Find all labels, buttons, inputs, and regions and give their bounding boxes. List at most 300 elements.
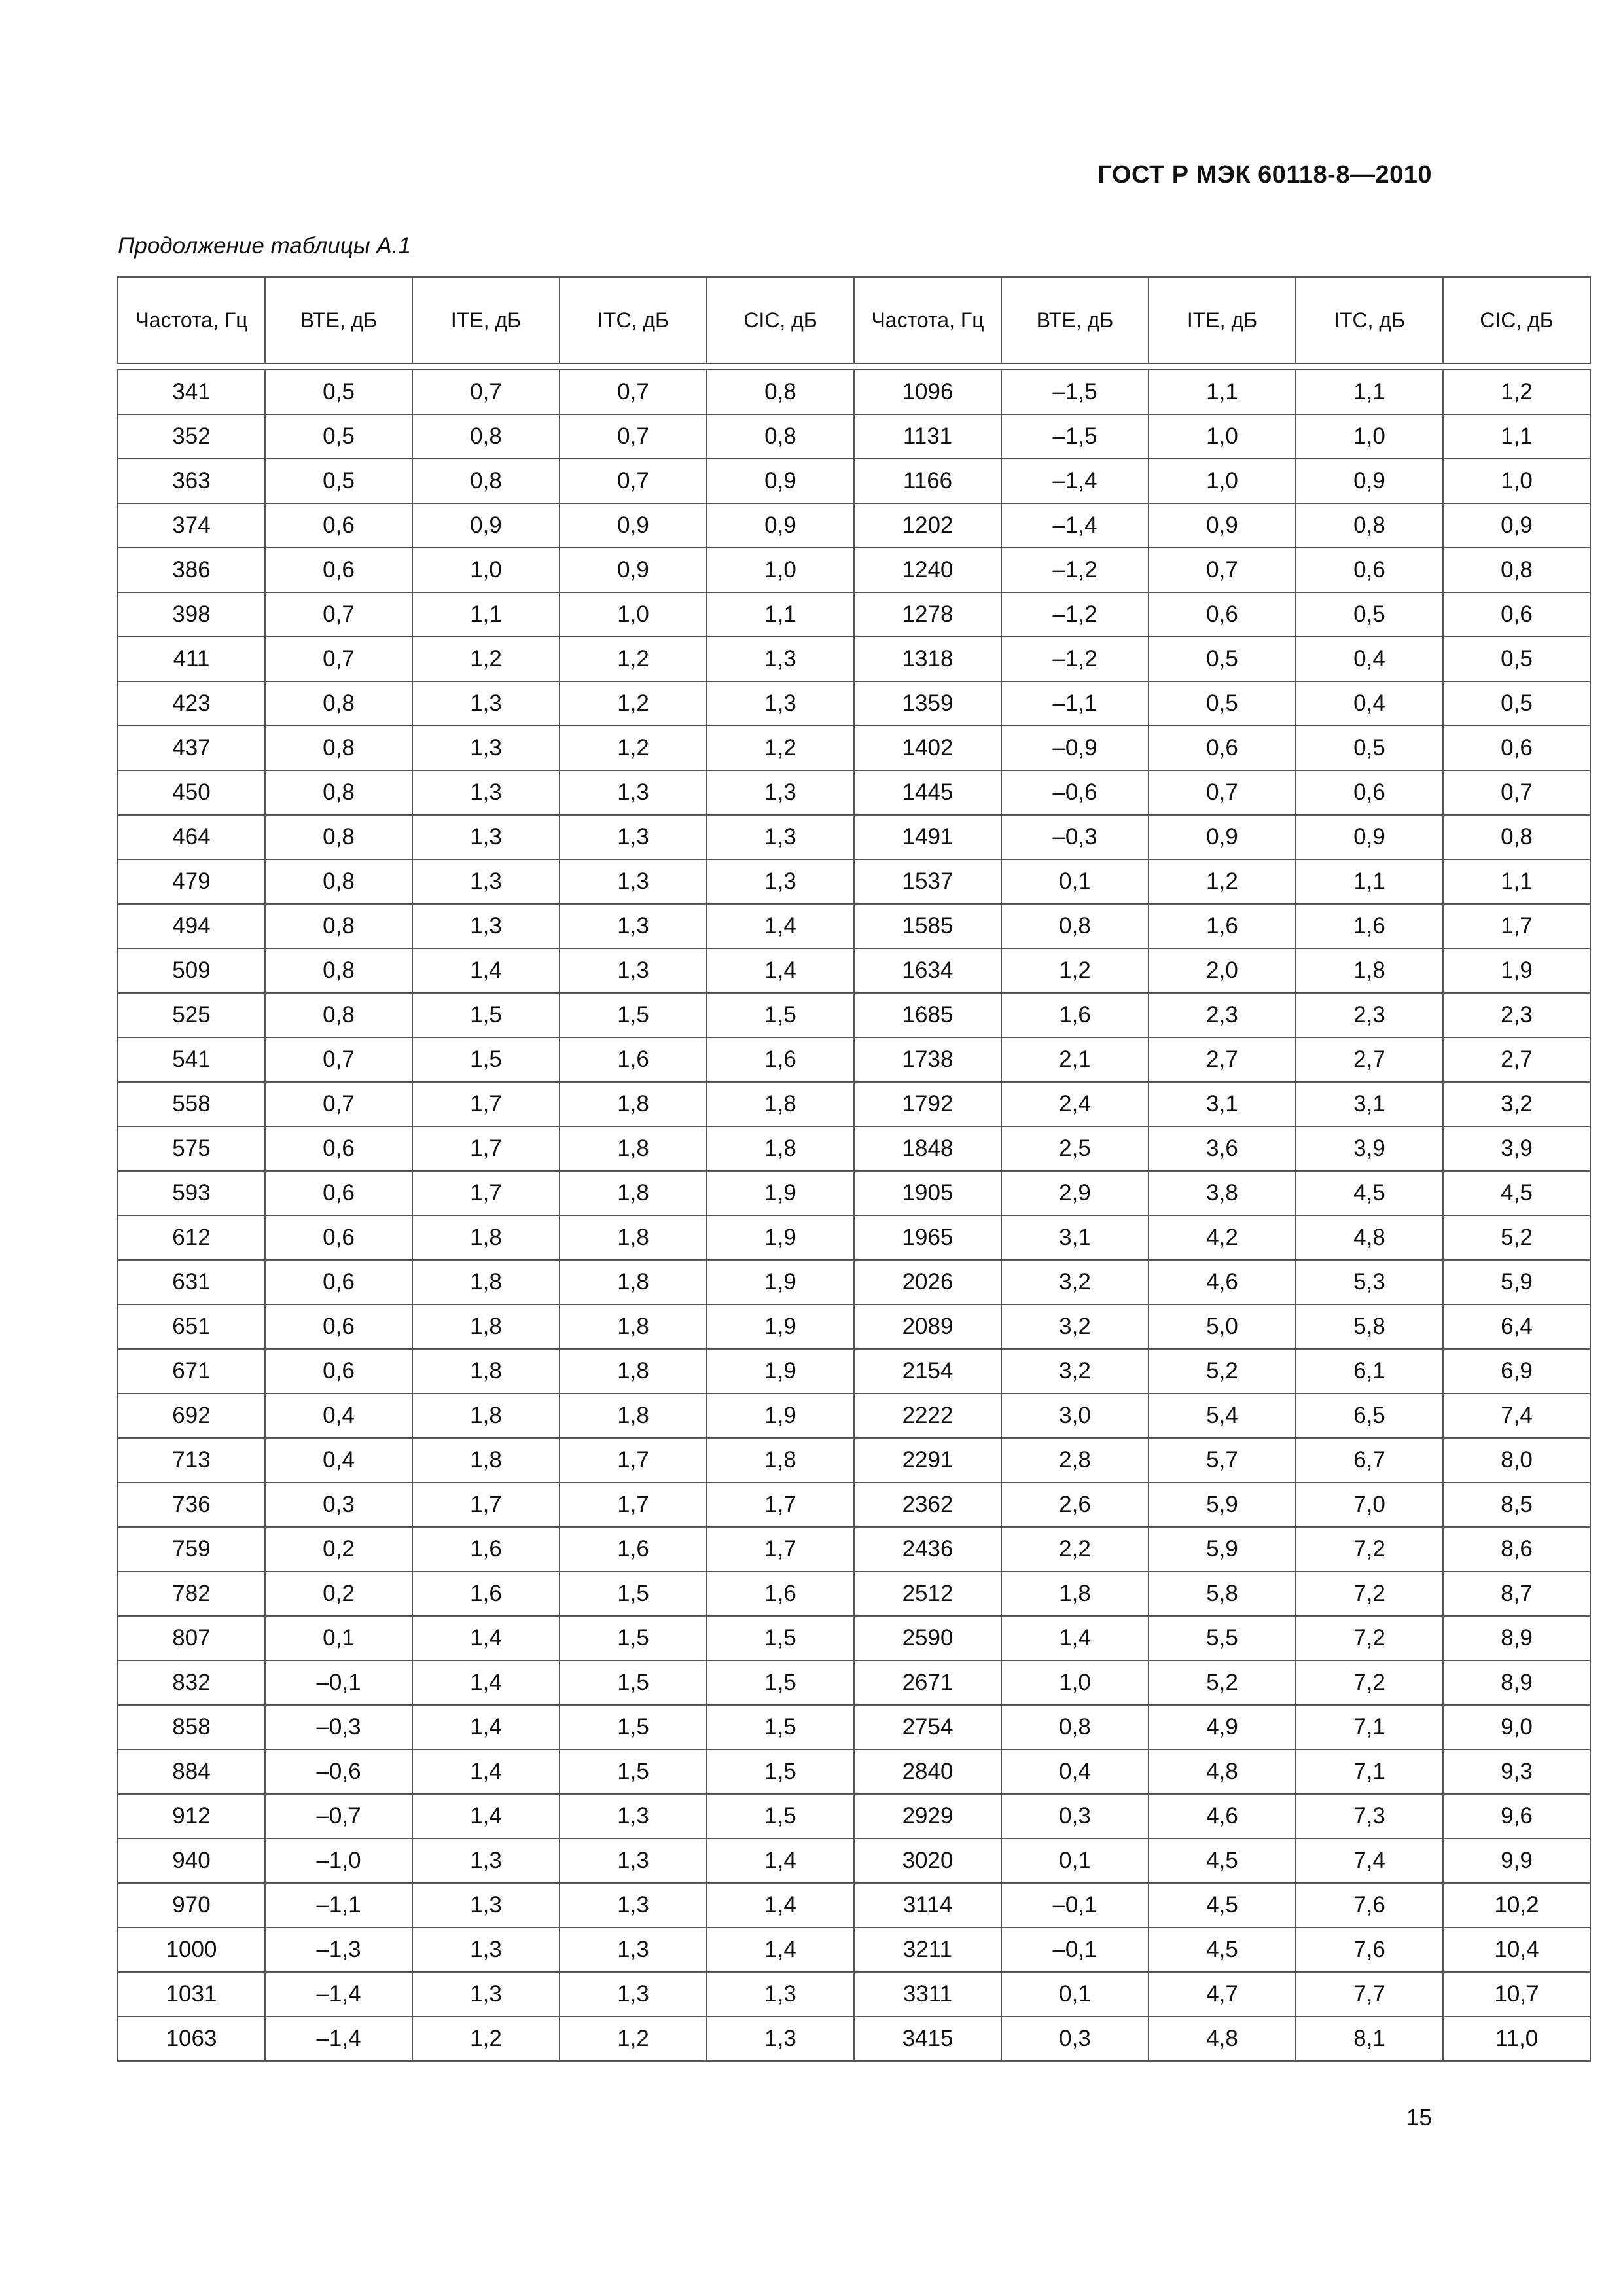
table-cell: 807 — [118, 1616, 265, 1660]
table-cell: 2436 — [854, 1527, 1001, 1571]
table-cell: 0,8 — [1443, 815, 1590, 859]
table-cell: 1,4 — [707, 1928, 854, 1972]
table-cell: 5,7 — [1149, 1438, 1296, 1482]
table-cell: 1166 — [854, 459, 1001, 503]
table-cell: 10,2 — [1443, 1883, 1590, 1928]
table-row — [118, 770, 1590, 815]
table-row — [118, 1616, 1590, 1660]
table-cell: 1,4 — [707, 1883, 854, 1928]
table-cell: –1,4 — [265, 2017, 412, 2061]
table-cell: 0,1 — [1001, 1972, 1149, 2017]
table-row — [118, 548, 1590, 592]
table-cell: 6,4 — [1443, 1304, 1590, 1349]
table-cell: 1,7 — [560, 1438, 707, 1482]
table-cell: 1,9 — [707, 1393, 854, 1438]
column-header: Частота, Гц — [118, 277, 265, 363]
table-cell: 713 — [118, 1438, 265, 1482]
table-cell: 1,3 — [707, 681, 854, 726]
table-cell: 0,1 — [1001, 1839, 1149, 1883]
table-cell: 2,7 — [1149, 1037, 1296, 1082]
table-cell: 0,8 — [707, 370, 854, 414]
table-cell: 0,7 — [1443, 770, 1590, 815]
table-cell: 4,8 — [1296, 1215, 1443, 1260]
table-cell: 575 — [118, 1126, 265, 1171]
table-cell: 1,4 — [707, 948, 854, 993]
table-cell: 1,3 — [560, 1928, 707, 1972]
table-cell: 1,7 — [1443, 904, 1590, 948]
table-cell: 0,3 — [265, 1482, 412, 1527]
table-cell: 0,5 — [1443, 681, 1590, 726]
table-cell: 352 — [118, 414, 265, 459]
table-cell: 0,8 — [1001, 904, 1149, 948]
table-cell: –1,2 — [1001, 548, 1149, 592]
table-row — [118, 815, 1590, 859]
header-spacer-cell — [560, 363, 707, 370]
table-cell: 0,6 — [1149, 592, 1296, 637]
table-cell: 3,2 — [1001, 1349, 1149, 1393]
table-cell: 1,6 — [560, 1527, 707, 1571]
table-cell: 2,3 — [1149, 993, 1296, 1037]
table-cell: 1,3 — [560, 1794, 707, 1839]
table-cell: 509 — [118, 948, 265, 993]
table-cell: 0,3 — [1001, 2017, 1149, 2061]
table-cell: –1,1 — [1001, 681, 1149, 726]
table-cell: 736 — [118, 1482, 265, 1527]
table-cell: 5,2 — [1149, 1349, 1296, 1393]
table-cell: 5,2 — [1149, 1660, 1296, 1705]
table-cell: 0,6 — [1296, 770, 1443, 815]
table-cell: 3020 — [854, 1839, 1001, 1883]
table-cell: 5,9 — [1149, 1482, 1296, 1527]
table-row — [118, 1527, 1590, 1571]
table-cell: 1685 — [854, 993, 1001, 1037]
table-cell: 0,6 — [1149, 726, 1296, 770]
table-row — [118, 1883, 1590, 1928]
table-cell: 0,9 — [1149, 503, 1296, 548]
table-cell: 7,4 — [1443, 1393, 1590, 1438]
table-cell: 1792 — [854, 1082, 1001, 1126]
table-cell: 0,5 — [1149, 637, 1296, 681]
table-cell: 1,8 — [412, 1304, 560, 1349]
table-cell: 1,9 — [707, 1215, 854, 1260]
table-cell: 1,3 — [412, 815, 560, 859]
table-row — [118, 904, 1590, 948]
table-cell: 1,2 — [560, 681, 707, 726]
table-cell: 1278 — [854, 592, 1001, 637]
table-cell: 1,6 — [412, 1571, 560, 1616]
table-cell: 7,2 — [1296, 1571, 1443, 1616]
table-cell: 386 — [118, 548, 265, 592]
table-cell: 4,8 — [1149, 1749, 1296, 1794]
table-cell: 4,7 — [1149, 1972, 1296, 2017]
table-cell: 0,1 — [1001, 859, 1149, 904]
table-cell: 1,5 — [560, 1616, 707, 1660]
header-spacer-cell — [265, 363, 412, 370]
table-cell: 5,8 — [1149, 1571, 1296, 1616]
table-cell: –0,1 — [1001, 1928, 1149, 1972]
table-cell: 1,5 — [707, 1705, 854, 1749]
column-header: ВТЕ, дБ — [1001, 277, 1149, 363]
table-cell: 7,7 — [1296, 1972, 1443, 2017]
header-spacer — [118, 363, 1590, 370]
table-cell: 2,7 — [1296, 1037, 1443, 1082]
table-cell: 1,8 — [412, 1438, 560, 1482]
table-cell: 1,7 — [707, 1527, 854, 1571]
table-cell: 0,7 — [265, 1037, 412, 1082]
table-cell: 1202 — [854, 503, 1001, 548]
table-cell: 0,6 — [265, 1126, 412, 1171]
table-cell: 1,4 — [412, 1705, 560, 1749]
table-cell: 1,9 — [707, 1171, 854, 1215]
table-cell: 1,8 — [707, 1082, 854, 1126]
table-cell: 0,6 — [1443, 592, 1590, 637]
table-cell: 541 — [118, 1037, 265, 1082]
table-cell: 1738 — [854, 1037, 1001, 1082]
table-cell: 759 — [118, 1527, 265, 1571]
table-cell: 1,8 — [560, 1126, 707, 1171]
table-cell: 1,0 — [560, 592, 707, 637]
table-cell: 0,4 — [265, 1438, 412, 1482]
table-cell: 1240 — [854, 548, 1001, 592]
table-cell: 1,8 — [412, 1349, 560, 1393]
table-cell: –1,4 — [265, 1972, 412, 2017]
table-cell: 1,3 — [412, 1928, 560, 1972]
table-cell: 5,4 — [1149, 1393, 1296, 1438]
table-cell: 3,9 — [1296, 1126, 1443, 1171]
table-row — [118, 1393, 1590, 1438]
table-cell: 1,5 — [412, 1037, 560, 1082]
table-cell: 1585 — [854, 904, 1001, 948]
table-cell: 2362 — [854, 1482, 1001, 1527]
header-spacer-cell — [707, 363, 854, 370]
table-cell: 494 — [118, 904, 265, 948]
table-cell: 11,0 — [1443, 2017, 1590, 2061]
table-cell: 1634 — [854, 948, 1001, 993]
table-cell: 0,4 — [265, 1393, 412, 1438]
table-cell: 0,6 — [265, 1304, 412, 1349]
column-header: CIC, дБ — [1443, 277, 1590, 363]
table-row — [118, 1126, 1590, 1171]
table-cell: 0,8 — [265, 904, 412, 948]
table-cell: 1131 — [854, 414, 1001, 459]
table-cell: 1,8 — [560, 1393, 707, 1438]
table-cell: 7,2 — [1296, 1616, 1443, 1660]
table-cell: 0,8 — [265, 859, 412, 904]
table-row — [118, 637, 1590, 681]
table-header — [118, 277, 1590, 370]
table-cell: 1,3 — [560, 948, 707, 993]
table-row — [118, 1082, 1590, 1126]
table-cell: 1,3 — [707, 2017, 854, 2061]
table-cell: 3211 — [854, 1928, 1001, 1972]
table-cell: 1,0 — [707, 548, 854, 592]
table-cell: 0,4 — [1296, 637, 1443, 681]
table-cell: 1,8 — [560, 1215, 707, 1260]
table-row — [118, 1794, 1590, 1839]
table-cell: 2,6 — [1001, 1482, 1149, 1527]
table-cell: 525 — [118, 993, 265, 1037]
table-cell: 1,4 — [412, 1660, 560, 1705]
table-cell: 3,6 — [1149, 1126, 1296, 1171]
table-cell: 3311 — [854, 1972, 1001, 2017]
table-cell: 1,3 — [412, 770, 560, 815]
table-cell: 7,0 — [1296, 1482, 1443, 1527]
table-cell: 1445 — [854, 770, 1001, 815]
table-cell: 0,9 — [412, 503, 560, 548]
table-cell: –1,2 — [1001, 592, 1149, 637]
table-cell: 374 — [118, 503, 265, 548]
table-cell: 398 — [118, 592, 265, 637]
table-cell: 0,8 — [265, 993, 412, 1037]
table-cell: 2,0 — [1149, 948, 1296, 993]
table-row — [118, 1749, 1590, 1794]
table-cell: 5,5 — [1149, 1616, 1296, 1660]
table-cell: 1,1 — [1443, 414, 1590, 459]
column-header: ITE, дБ — [412, 277, 560, 363]
table-cell: 9,6 — [1443, 1794, 1590, 1839]
table-cell: 1,5 — [560, 993, 707, 1037]
table-cell: 7,2 — [1296, 1527, 1443, 1571]
table-cell: 3,2 — [1443, 1082, 1590, 1126]
table-cell: 5,8 — [1296, 1304, 1443, 1349]
table-cell: 1,7 — [412, 1171, 560, 1215]
table-cell: 1,1 — [707, 592, 854, 637]
table-cell: 1965 — [854, 1215, 1001, 1260]
table-cell: 4,5 — [1149, 1883, 1296, 1928]
table-cell: 7,1 — [1296, 1705, 1443, 1749]
table-cell: 0,9 — [1296, 815, 1443, 859]
table-cell: 0,7 — [560, 414, 707, 459]
table-cell: 1,5 — [707, 1660, 854, 1705]
table-row — [118, 726, 1590, 770]
table-cell: 1,3 — [560, 1839, 707, 1883]
table-cell: 464 — [118, 815, 265, 859]
table-cell: –1,3 — [265, 1928, 412, 1972]
table-cell: 437 — [118, 726, 265, 770]
table-cell: 0,5 — [1149, 681, 1296, 726]
table-cell: 0,7 — [265, 637, 412, 681]
table-cell: 0,7 — [560, 370, 707, 414]
table-row — [118, 1260, 1590, 1304]
table-cell: –0,1 — [265, 1660, 412, 1705]
table-cell: 7,1 — [1296, 1749, 1443, 1794]
table-cell: 0,9 — [1296, 459, 1443, 503]
table-cell: –1,2 — [1001, 637, 1149, 681]
table-row — [118, 592, 1590, 637]
table-cell: 1,2 — [412, 2017, 560, 2061]
header-spacer-cell — [1296, 363, 1443, 370]
table-row — [118, 459, 1590, 503]
table-cell: 2754 — [854, 1705, 1001, 1749]
table-cell: 0,6 — [265, 503, 412, 548]
table-cell: 0,6 — [265, 1215, 412, 1260]
table-cell: 10,7 — [1443, 1972, 1590, 2017]
table-cell: 1,5 — [707, 1794, 854, 1839]
table-row — [118, 2017, 1590, 2061]
table-cell: 3,0 — [1001, 1393, 1149, 1438]
table-cell: 7,2 — [1296, 1660, 1443, 1705]
table-cell: 970 — [118, 1883, 265, 1928]
table-cell: 1,8 — [1001, 1571, 1149, 1616]
table-cell: 2,9 — [1001, 1171, 1149, 1215]
table-cell: 1,2 — [412, 637, 560, 681]
table-row — [118, 1660, 1590, 1705]
table-cell: 6,9 — [1443, 1349, 1590, 1393]
table-cell: 1,3 — [412, 726, 560, 770]
table-cell: 1,8 — [560, 1082, 707, 1126]
table-cell: 9,0 — [1443, 1705, 1590, 1749]
table-cell: 1,4 — [412, 1794, 560, 1839]
table-cell: 1,8 — [707, 1126, 854, 1171]
table-cell: 2,8 — [1001, 1438, 1149, 1482]
column-header: ITC, дБ — [560, 277, 707, 363]
table-cell: 1,3 — [412, 1883, 560, 1928]
table-cell: 1,5 — [560, 1660, 707, 1705]
table-cell: 858 — [118, 1705, 265, 1749]
table-cell: 0,3 — [1001, 1794, 1149, 1839]
table-cell: 3,1 — [1296, 1082, 1443, 1126]
table-cell: 0,5 — [265, 459, 412, 503]
table-row — [118, 1928, 1590, 1972]
table-cell: 0,9 — [560, 548, 707, 592]
table-cell: 1000 — [118, 1928, 265, 1972]
table-cell: 1,1 — [1149, 370, 1296, 414]
data-table — [117, 276, 1591, 2062]
table-row — [118, 503, 1590, 548]
table-cell: 411 — [118, 637, 265, 681]
table-cell: 3,1 — [1149, 1082, 1296, 1126]
table-row — [118, 1349, 1590, 1393]
table-row — [118, 1438, 1590, 1482]
table-cell: 363 — [118, 459, 265, 503]
header-spacer-cell — [118, 363, 265, 370]
table-cell: 1,2 — [707, 726, 854, 770]
table-cell: 1,5 — [707, 993, 854, 1037]
table-cell: 2291 — [854, 1438, 1001, 1482]
table-cell: 4,5 — [1149, 1839, 1296, 1883]
table-cell: 0,8 — [265, 770, 412, 815]
table-cell: 1,8 — [707, 1438, 854, 1482]
table-cell: 0,7 — [1149, 548, 1296, 592]
table-cell: 1,5 — [560, 1749, 707, 1794]
table-cell: 2,3 — [1296, 993, 1443, 1037]
table-cell: 0,8 — [265, 726, 412, 770]
table-cell: 7,3 — [1296, 1794, 1443, 1839]
table-cell: 1,5 — [707, 1616, 854, 1660]
table-cell: 2671 — [854, 1660, 1001, 1705]
table-cell: –0,1 — [1001, 1883, 1149, 1928]
table-row — [118, 993, 1590, 1037]
table-cell: 0,8 — [265, 815, 412, 859]
table-cell: 4,8 — [1149, 2017, 1296, 2061]
table-cell: 1031 — [118, 1972, 265, 2017]
table-cell: 1,1 — [412, 592, 560, 637]
table-cell: 4,6 — [1149, 1260, 1296, 1304]
table-cell: 1,7 — [412, 1482, 560, 1527]
table-cell: 1,5 — [412, 993, 560, 1037]
table-cell: 832 — [118, 1660, 265, 1705]
table-cell: 1,2 — [560, 2017, 707, 2061]
table-cell: 2512 — [854, 1571, 1001, 1616]
table-cell: 0,8 — [265, 948, 412, 993]
table-cell: 1,5 — [707, 1749, 854, 1794]
table-cell: 479 — [118, 859, 265, 904]
table-cell: 3,9 — [1443, 1126, 1590, 1171]
table-cell: –1,4 — [1001, 503, 1149, 548]
table-cell: 1,0 — [1149, 414, 1296, 459]
table-cell: 1,8 — [560, 1260, 707, 1304]
table-cell: 1,3 — [560, 904, 707, 948]
table-row — [118, 1482, 1590, 1527]
table-cell: 1537 — [854, 859, 1001, 904]
table-cell: 782 — [118, 1571, 265, 1616]
table-row — [118, 1171, 1590, 1215]
table-cell: 1,7 — [560, 1482, 707, 1527]
table-row — [118, 1705, 1590, 1749]
table-cell: 2840 — [854, 1749, 1001, 1794]
table-cell: 0,5 — [265, 414, 412, 459]
table-cell: 2,3 — [1443, 993, 1590, 1037]
table-cell: 1,7 — [412, 1126, 560, 1171]
table-cell: 0,5 — [1296, 726, 1443, 770]
table-cell: 1359 — [854, 681, 1001, 726]
table-row — [118, 1037, 1590, 1082]
table-cell: 1,0 — [1443, 459, 1590, 503]
table-row — [118, 1839, 1590, 1883]
table-cell: 0,8 — [412, 459, 560, 503]
table-cell: 1,3 — [707, 1972, 854, 2017]
table-cell: 6,5 — [1296, 1393, 1443, 1438]
table-cell: 1063 — [118, 2017, 265, 2061]
table-cell: 1,3 — [560, 815, 707, 859]
table-cell: 8,5 — [1443, 1482, 1590, 1527]
table-row — [118, 414, 1590, 459]
table-cell: 2222 — [854, 1393, 1001, 1438]
table-cell: 1848 — [854, 1126, 1001, 1171]
table-cell: 1,6 — [412, 1527, 560, 1571]
table-cell: 1,3 — [560, 1972, 707, 2017]
table-cell: 0,9 — [707, 503, 854, 548]
table-cell: 2,2 — [1001, 1527, 1149, 1571]
table-cell: 2026 — [854, 1260, 1001, 1304]
table-cell: 1,6 — [1001, 993, 1149, 1037]
table-cell: 1,6 — [560, 1037, 707, 1082]
table-caption: Продолжение таблицы А.1 — [118, 233, 411, 259]
table-cell: 4,6 — [1149, 1794, 1296, 1839]
table-cell: 0,6 — [265, 1171, 412, 1215]
table-cell: 0,6 — [1443, 726, 1590, 770]
table-cell: –1,1 — [265, 1883, 412, 1928]
table-cell: 1402 — [854, 726, 1001, 770]
table-cell: 0,2 — [265, 1571, 412, 1616]
table-cell: 7,6 — [1296, 1883, 1443, 1928]
table-cell: 0,4 — [1001, 1749, 1149, 1794]
table-cell: 1318 — [854, 637, 1001, 681]
table-cell: 4,5 — [1443, 1171, 1590, 1215]
table-cell: 0,5 — [265, 370, 412, 414]
table-cell: –0,3 — [265, 1705, 412, 1749]
table-cell: 1,4 — [707, 904, 854, 948]
table-cell: 1,8 — [560, 1349, 707, 1393]
table-cell: 1,3 — [560, 859, 707, 904]
table-cell: 1,3 — [560, 770, 707, 815]
table-cell: 2590 — [854, 1616, 1001, 1660]
table-cell: 1905 — [854, 1171, 1001, 1215]
table-cell: 9,9 — [1443, 1839, 1590, 1883]
table-row — [118, 1571, 1590, 1616]
table-cell: 0,6 — [265, 1260, 412, 1304]
column-header: CIC, дБ — [707, 277, 854, 363]
